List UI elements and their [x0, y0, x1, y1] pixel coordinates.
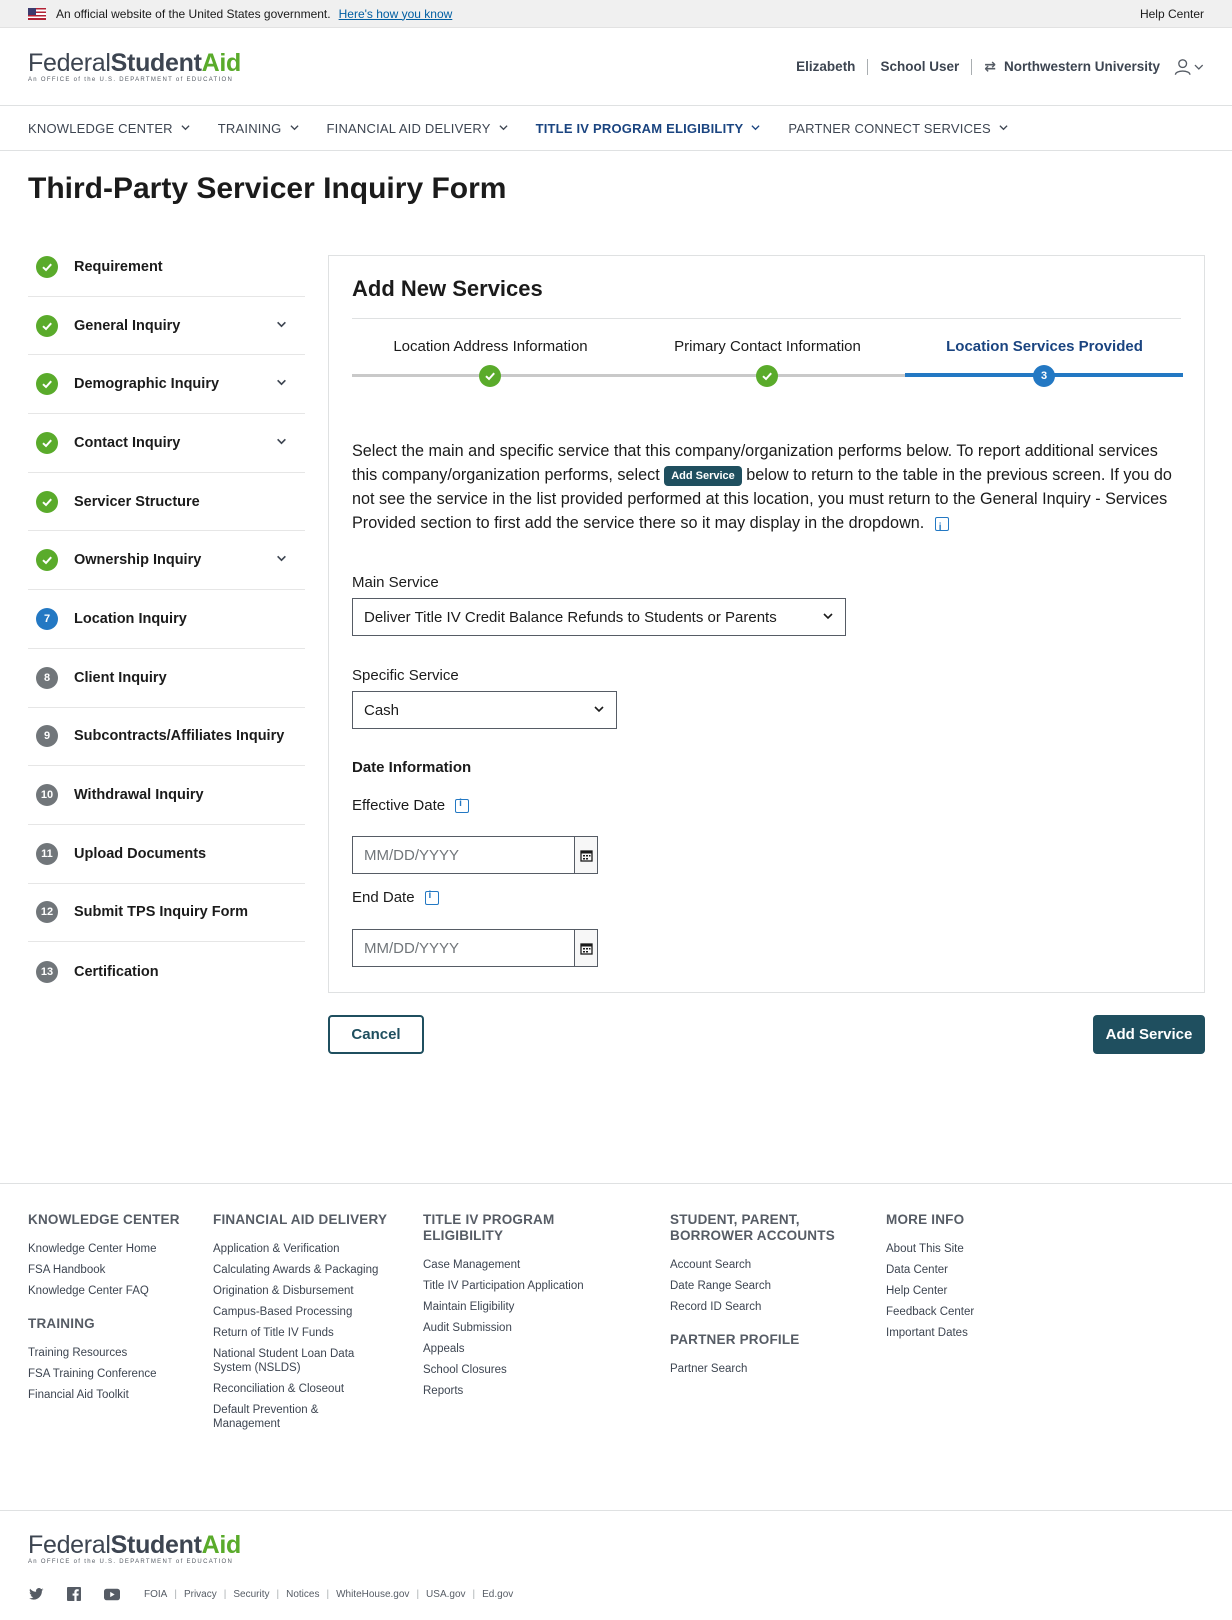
chevron-down-icon [181, 123, 190, 134]
user-icon [1174, 58, 1191, 76]
page-title: Third-Party Servicer Inquiry Form [28, 172, 507, 205]
footer-heading-financial-aid-delivery: FINANCIAL AID DELIVERY [213, 1212, 388, 1227]
footer-link-calculating-awards-packaging[interactable]: Calculating Awards & Packaging [213, 1264, 379, 1276]
footer-link-audit-submission[interactable]: Audit Submission [423, 1322, 512, 1334]
effective-date-field[interactable] [352, 836, 598, 874]
footer-link-training-resources[interactable]: Training Resources [28, 1347, 128, 1359]
progress-stepper [352, 336, 1183, 386]
footer-link-foia[interactable]: FOIA [144, 1588, 168, 1600]
nav-item-label: FINANCIAL AID DELIVERY [326, 120, 491, 136]
specific-service-label: Specific Service [352, 667, 459, 684]
footer-link-title-iv-participation-application[interactable]: Title IV Participation Application [423, 1280, 584, 1292]
main-service-select[interactable] [352, 598, 846, 636]
effective-date-input[interactable] [353, 837, 574, 873]
link-separator: | [326, 1588, 330, 1600]
sidebar-item-demographic-inquiry[interactable] [28, 355, 305, 414]
user-menu-button[interactable] [1174, 58, 1204, 76]
footer-link-partner-search[interactable]: Partner Search [670, 1363, 748, 1375]
help-center-link[interactable]: Help Center [1139, 6, 1204, 21]
sidebar-item-label: Withdrawal Inquiry [74, 787, 204, 804]
sidebar-item-label: Location Inquiry [74, 610, 187, 627]
link-separator: | [472, 1588, 476, 1600]
twitter-icon[interactable] [28, 1586, 44, 1602]
us-flag-icon [28, 8, 46, 20]
sidebar-item-label: Submit TPS Inquiry Form [74, 904, 249, 921]
sidebar-item-label: Subcontracts/Affiliates Inquiry [74, 728, 285, 745]
footer-heading-knowledge-center: KNOWLEDGE CENTER [28, 1212, 180, 1227]
heres-how-you-know-link[interactable]: Here's how you know [338, 6, 453, 21]
chevron-down-icon [1194, 62, 1204, 72]
footer-link-about-this-site[interactable]: About This Site [886, 1243, 964, 1255]
effective-date-label: Effective Datei [352, 797, 469, 814]
sidebar-item-location-inquiry[interactable] [28, 590, 305, 649]
site-footer [0, 1183, 1232, 1620]
inquiry-steps-sidebar [28, 238, 305, 1001]
sidebar-item-label: Demographic Inquiry [74, 376, 220, 393]
user-role: School User [880, 59, 960, 74]
chevron-down-icon[interactable] [276, 377, 287, 391]
footer-link-default-prevention-management[interactable]: Default Prevention & Management [213, 1404, 319, 1430]
info-icon[interactable] [455, 799, 469, 813]
sidebar-item-certification[interactable] [28, 942, 305, 1001]
footer-link-privacy[interactable]: Privacy [183, 1588, 217, 1600]
stepper-step-label: Primary Contact Information [674, 338, 861, 355]
footer-bottom [28, 1586, 515, 1602]
step-number-icon: 3 [1033, 365, 1055, 387]
chevron-down-icon [999, 123, 1008, 134]
swap-institution-icon[interactable]: ⇄ [984, 58, 996, 74]
main-service-value: Deliver Title IV Credit Balance Refunds to Students or Parents [364, 608, 777, 626]
chevron-down-icon[interactable] [276, 319, 287, 333]
footer-link-usa-gov[interactable]: USA.gov [426, 1588, 466, 1600]
nav-item-financial-aid-delivery[interactable] [327, 121, 508, 136]
footer-heading-title-iv-program-eligibility: TITLE IV PROGRAM ELIGIBILITY [423, 1212, 555, 1243]
footer-link-feedback-center[interactable]: Feedback Center [886, 1306, 975, 1318]
sidebar-item-ownership-inquiry[interactable] [28, 531, 305, 590]
footer-link-fsa-training-conference[interactable]: FSA Training Conference [28, 1368, 157, 1380]
chevron-down-icon [822, 610, 834, 625]
sidebar-item-submit-tps-inquiry-form[interactable] [28, 884, 305, 943]
nav-item-label: TRAINING [217, 120, 282, 136]
sidebar-item-upload-documents[interactable] [28, 825, 305, 884]
specific-service-value: Cash [364, 701, 400, 719]
footer-heading-partner-profile: PARTNER PROFILE [670, 1332, 800, 1347]
stepper-step-label: Location Services Provided [946, 338, 1143, 355]
check-circle-icon [36, 491, 58, 513]
footer-heading-more-info: MORE INFO [886, 1212, 965, 1227]
step-number-icon: 8 [36, 667, 58, 689]
footer-link-maintain-eligibility[interactable]: Maintain Eligibility [423, 1301, 515, 1313]
footer-heading-student-parent-borrower-accounts: STUDENT, PARENT, BORROWER ACCOUNTS [670, 1212, 835, 1243]
footer-link-national-student-loan-data-system-nslds[interactable]: National Student Loan Data System (NSLDS) [213, 1348, 355, 1374]
sidebar-item-label: Contact Inquiry [74, 434, 181, 451]
footer-link-security[interactable]: Security [233, 1588, 270, 1600]
nav-item-title-iv-program-eligibility[interactable] [536, 121, 761, 136]
footer-link-date-range-search[interactable]: Date Range Search [670, 1280, 772, 1292]
link-separator: | [416, 1588, 420, 1600]
nav-item-label: PARTNER CONNECT SERVICES [788, 120, 991, 136]
check-circle-icon [36, 432, 58, 454]
chevron-down-icon [499, 123, 508, 134]
footer-link-reports[interactable]: Reports [423, 1385, 464, 1397]
user-name: Elizabeth [796, 59, 856, 74]
end-date-field[interactable] [352, 929, 598, 967]
facebook-icon[interactable] [66, 1586, 82, 1602]
footer-column [213, 1212, 388, 1438]
footer-link-ed-gov[interactable]: Ed.gov [482, 1588, 514, 1600]
footer-link-origination-disbursement[interactable]: Origination & Disbursement [213, 1285, 354, 1297]
link-separator: | [276, 1588, 280, 1600]
footer-column [670, 1212, 850, 1383]
nav-item-label: KNOWLEDGE CENTER [28, 120, 173, 136]
end-date-input[interactable] [353, 930, 574, 966]
step-number-icon: 11 [36, 843, 58, 865]
footer-link-campus-based-processing[interactable]: Campus-Based Processing [213, 1306, 353, 1318]
sidebar-item-label: Servicer Structure [74, 493, 200, 510]
chevron-down-icon [751, 123, 760, 134]
step-number-icon: 13 [36, 961, 58, 983]
stepper-step-location-services-provided [906, 336, 1183, 382]
effective-date-calendar-button[interactable] [574, 837, 597, 873]
footer-link-appeals[interactable]: Appeals [423, 1343, 465, 1355]
footer-link-financial-aid-toolkit[interactable]: Financial Aid Toolkit [28, 1389, 129, 1401]
footer-link-school-closures[interactable]: School Closures [423, 1364, 507, 1376]
main-service-label: Main Service [352, 574, 439, 591]
sidebar-item-withdrawal-inquiry[interactable] [28, 766, 305, 825]
nav-item-partner-connect-services[interactable] [788, 121, 1008, 136]
footer-column [886, 1212, 1061, 1347]
footer-link-account-search[interactable]: Account Search [670, 1259, 752, 1271]
step-number-icon: 10 [36, 784, 58, 806]
gov-banner-text: An official website of the United States government. [56, 6, 331, 21]
check-circle-icon [479, 365, 501, 387]
step-number-icon: 12 [36, 901, 58, 923]
site-header [0, 28, 1232, 106]
footer-links [142, 1589, 515, 1600]
footer-column [28, 1212, 203, 1409]
footer-link-knowledge-center-faq[interactable]: Knowledge Center FAQ [28, 1285, 149, 1297]
sidebar-item-label: Certification [74, 963, 159, 980]
nav-item-knowledge-center[interactable] [28, 121, 190, 136]
date-information-heading: Date Information [352, 759, 472, 776]
institution-name[interactable]: Northwestern University [1003, 59, 1160, 74]
link-separator: | [174, 1588, 177, 1600]
end-date-calendar-button[interactable] [574, 930, 597, 966]
footer-link-reconciliation-closeout[interactable]: Reconciliation & Closeout [213, 1383, 345, 1395]
calendar-icon [580, 849, 593, 862]
chevron-down-icon[interactable] [276, 436, 287, 450]
sidebar-item-servicer-structure[interactable] [28, 473, 305, 532]
sidebar-item-label: Ownership Inquiry [74, 552, 202, 569]
youtube-icon[interactable] [104, 1586, 120, 1602]
link-separator: | [223, 1588, 227, 1600]
check-circle-icon [36, 256, 58, 278]
footer-heading-training: TRAINING [28, 1316, 95, 1331]
end-date-label: End Datei [352, 889, 439, 906]
nav-item-label: TITLE IV PROGRAM ELIGIBILITY [535, 120, 744, 136]
stepper-step-label: Location Address Information [393, 338, 588, 355]
footer-link-whitehouse-gov[interactable]: WhiteHouse.gov [336, 1588, 410, 1600]
footer-column [423, 1212, 598, 1405]
instructions-text: Select the main and specific service that this company/organization performs below. To report additional services this company/organization performs, select Add Service below to return to the table in the previous screen. If you do not see the service in the list provided performed at this location, you must return to the General Inquiry - Services Provided section to first add the service there so it may display in the dropdown. i [352, 439, 1172, 535]
gov-banner [0, 0, 1232, 28]
footer-link-important-dates[interactable]: Important Dates [886, 1327, 968, 1339]
sidebar-item-contact-inquiry[interactable] [28, 414, 305, 473]
stepper-step-primary-contact-information [629, 336, 906, 358]
add-services-card [328, 255, 1205, 993]
step-number-icon: 9 [36, 725, 58, 747]
check-circle-icon [756, 365, 778, 387]
footer-link-return-of-title-iv-funds[interactable]: Return of Title IV Funds [213, 1327, 334, 1339]
nav-item-training[interactable] [218, 121, 299, 136]
footer-link-data-center[interactable]: Data Center [886, 1264, 949, 1276]
check-circle-icon [36, 373, 58, 395]
info-icon[interactable] [935, 517, 949, 531]
footer-link-case-management[interactable]: Case Management [423, 1259, 521, 1271]
check-circle-icon [36, 549, 58, 571]
chevron-down-icon[interactable] [276, 553, 287, 567]
footer-link-application-verification[interactable]: Application & Verification [213, 1243, 340, 1255]
cancel-button[interactable]: Cancel [328, 1015, 424, 1054]
sidebar-item-subcontracts-affiliates-inquiry[interactable] [28, 708, 305, 767]
user-area [796, 58, 1204, 76]
specific-service-select[interactable] [352, 691, 617, 729]
main-nav [0, 106, 1232, 151]
footer-link-knowledge-center-home[interactable]: Knowledge Center Home [28, 1243, 157, 1255]
sidebar-item-label: Requirement [74, 258, 163, 275]
sidebar-item-label: Client Inquiry [74, 669, 167, 686]
sidebar-item-client-inquiry[interactable] [28, 649, 305, 708]
footer-link-record-id-search[interactable]: Record ID Search [670, 1301, 762, 1313]
calendar-icon [580, 942, 593, 955]
add-service-button[interactable]: Add Service [1093, 1015, 1205, 1054]
sidebar-item-general-inquiry[interactable] [28, 297, 305, 356]
info-icon[interactable] [425, 891, 439, 905]
card-title: Add New Services [352, 276, 543, 301]
step-number-icon: 7 [36, 608, 58, 630]
chevron-down-icon [593, 703, 605, 718]
logo-subtitle: An OFFICE of the U.S. DEPARTMENT of EDUCATION [28, 77, 234, 83]
fsa-logo[interactable]: FederalStudentAid An OFFICE of the U.S. DEPARTMENT of EDUCATION [28, 49, 241, 83]
stepper-step-location-address-information [352, 336, 629, 358]
sidebar-item-label: Upload Documents [74, 845, 207, 862]
sidebar-item-label: General Inquiry [74, 317, 181, 334]
footer-link-notices[interactable]: Notices [286, 1588, 320, 1600]
chevron-down-icon [290, 123, 299, 134]
sidebar-item-requirement[interactable] [28, 238, 305, 297]
inline-add-service-button: Add Service [664, 466, 742, 486]
footer-fsa-logo[interactable]: FederalStudentAid An OFFICE of the U.S. DEPARTMENT of EDUCATION [28, 1531, 241, 1565]
footer-link-fsa-handbook[interactable]: FSA Handbook [28, 1264, 106, 1276]
footer-link-help-center[interactable]: Help Center [886, 1285, 948, 1297]
check-circle-icon [36, 315, 58, 337]
